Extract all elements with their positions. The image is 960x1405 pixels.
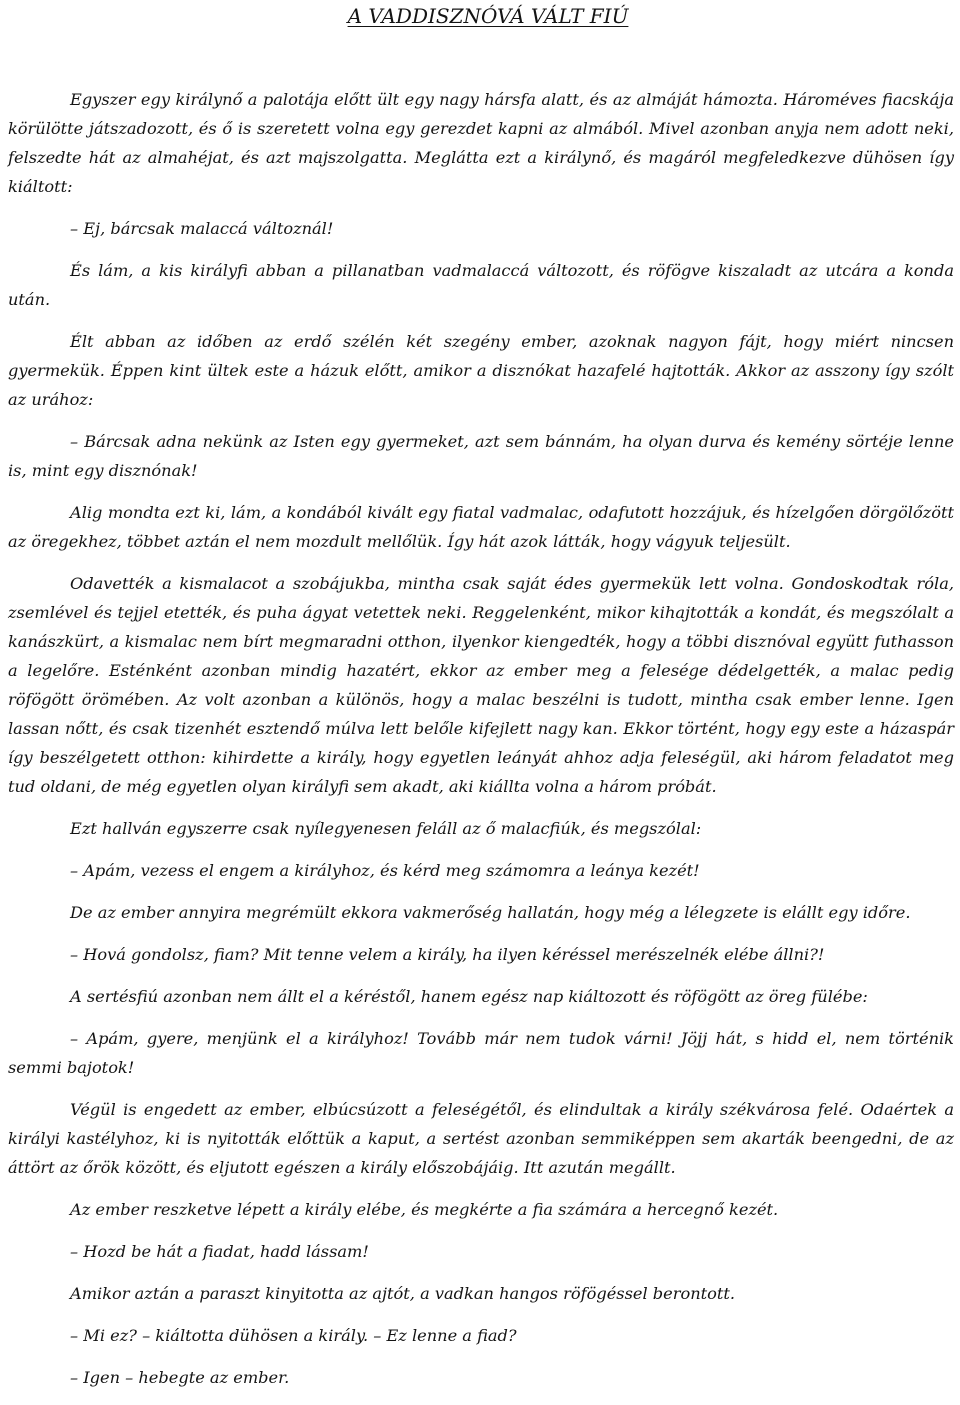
paragraph: Az ember reszketve lépett a király elébe, és megkérte a fia számára a hercegnő kezét. [70,1200,779,1219]
paragraph: Élt abban az időben az erdő szélén két szegény ember, azoknak nagyon fájt, hogy miért nincsen gyermekük. Éppen kint ültek este a házuk előtt, amikor a disznókat hazafelé hajtották. Akkor az asszony így szólt az urához: [8,332,954,409]
paragraph: Amikor aztán a paraszt kinyitotta az ajtót, a vadkan hangos röfögéssel berontott. [70,1284,736,1303]
paragraph: És lám, a kis királyfi abban a pillanatban vadmalaccá változott, és röfögve kiszaladt az utcára a konda után. [8,261,954,309]
paragraph: Végül is engedett az ember, elbúcsúzott a feleségétől, és elindultak a király székvárosa felé. Odaértek a királyi kastélyhoz, ki is nyitották előttük a kaput, a sertést azonban semmiképpen sem akarták beengedni, de az áttört az őrök között, és eljutott egészen a király előszobájáig. Itt azután megállt. [8,1100,954,1177]
paragraph: Odavették a kismalacot a szobájukba, mintha csak saját édes gyermekük lett volna. Gondoskodtak róla, zsemlével és tejjel etették, és puha ágyat vetettek neki. Reggelenként, mikor kihajtották a kondát, és megszólalt a kanászkürt, a kismalac nem bírt megmaradni otthon, ilyenkor kiengedték, hogy a többi disznóval együtt futhasson a legelőre. Esténként azonban mindig hazatért, ekkor az ember meg a felesége dédelgették, a malac pedig röfögött örömében. Az volt azonban a különös, hogy a malac beszélni is tudott, mintha csak ember lenne. Igen lassan nőtt, és csak tizenhét esztendő múlva lett belőle kifejlett nagy kan. Ekkor történt, hogy egy este a házaspár így beszélgetett otthon: kihirdette a király, hogy egyetlen leányát ahhoz adja feleségül, aki három feladatot meg tud oldani, de még egyetlen olyan királyfi sem akadt, aki kiállta volna a három próbát. [8,574,954,796]
paragraph: – Ej, bárcsak malaccá változnál! [70,219,334,238]
document-title: A VADDISZNÓVÁ VÁLT FIÚ [347,4,629,28]
paragraph: – Apám, vezess el engem a királyhoz, és kérd meg számomra a leánya kezét! [70,861,700,880]
paragraph: – Bárcsak adna nekünk az Isten egy gyermeket, azt sem bánnám, ha olyan durva és kemény sörtéje lenne is, mint egy disznónak! [8,432,954,480]
paragraph: Alig mondta ezt ki, lám, a kondából kivált egy fiatal vadmalac, odafutott hozzájuk, és hízelgően dörgölőzött az öregekhez, többet aztán el nem mozdult mellőlük. Így hát azok látták, hogy vágyuk teljesült. [8,503,954,551]
paragraph: – Hová gondolsz, fiam? Mit tenne velem a király, ha ilyen kéréssel merészelnék elébe állni?! [70,945,825,964]
paragraph: Egyszer egy királynő a palotája előtt ült egy nagy hársfa alatt, és az almáját hámozta. Hároméves fiacskája körülötte játszadozott, és ő is szeretett volna egy gerezdet kapni az almából. Mivel azonban anyja nem adott neki, felszedte hát az almahéjat, és azt majszolgatta. Meglátta ezt a királynő, és magáról megfeledkezve dühösen így kiáltott: [8,90,954,196]
paragraph: Ezt hallván egyszerre csak nyílegyenesen feláll az ő malacfiúk, és megszólal: [70,819,702,838]
paragraph: De az ember annyira megrémült ekkora vakmerőség hallatán, hogy még a lélegzete is elállt egy időre. [70,903,911,922]
paragraph: – Apám, gyere, menjünk el a királyhoz! Tovább már nem tudok várni! Jöjj hát, s hidd el, nem történik semmi bajotok! [8,1029,954,1077]
paragraph: – Hozd be hát a fiadat, hadd lássam! [70,1242,369,1261]
document-body [8,85,954,1392]
paragraph: – Mi ez? – kiáltotta dühösen a király. – Ez lenne a fiad? [70,1326,517,1345]
document-page [8,0,954,1405]
paragraph: – Igen – hebegte az ember. [70,1368,290,1387]
paragraph: A sertésfiú azonban nem állt el a kéréstől, hanem egész nap kiáltozott és röfögött az öreg fülébe: [70,987,868,1006]
